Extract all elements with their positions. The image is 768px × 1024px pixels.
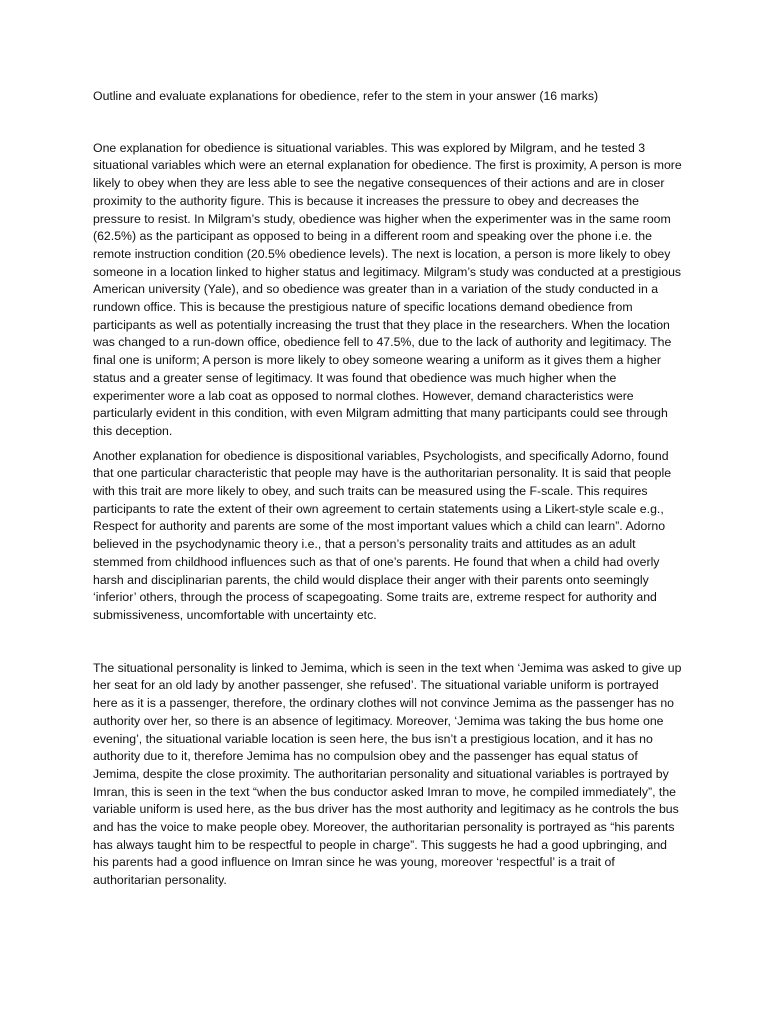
- document-page: [93, 88, 683, 897]
- paragraph-spacer: [93, 632, 683, 660]
- question-heading: Outline and evaluate explanations for obedience, refer to the stem in your answer (16 marks): [93, 89, 599, 103]
- paragraph-dispositional-variables: Another explanation for obedience is dispositional variables, Psychologists, and specifically Adorno, found that one particular characteristic that people may have is the authoritarian personality. It is said that people with this trait are more likely to obey, and such traits can be measured using the F-scale. This requires participants to rate the extent of their own agreement to certain statements using a Likert-style scale e.g., Respect for authority and parents are some of the most important values which a child can learn”. Adorno believed in the psychodynamic theory i.e., that a person’s personality traits and attitudes as an adult stemmed from childhood influences such as that of one’s parents. He found that when a child had overly harsh and disciplinarian parents, the child would displace their anger with their parents onto seemingly ‘inferior’ others, through the process of scapegoating. Some traits are, extreme respect for authority and submissiveness, uncomfortable with uncertainty etc.: [93, 448, 672, 622]
- paragraph-situational-variables: One explanation for obedience is situational variables. This was explored by Milgram, and he tested 3 situational variables which were an eternal explanation for obedience. The first is proximity, A person is more likely to obey when they are less able to see the negative consequences of their actions and are in closer proximity to the authority figure. This is because it increases the pressure to obey and decreases the pressure to resist. In Milgram’s study, obedience was higher when the experimenter was in the same room (62.5%) as the participant as opposed to being in a different room and speaking over the phone i.e. the remote instruction condition (20.5% obedience levels). The next is location, a person is more likely to obey someone in a location linked to higher status and legitimacy. Milgram’s study was conducted at a prestigious American university (Yale), and so obedience was greater than in a variation of the study conducted in a rundown office. This is because the prestigious nature of specific locations demand obedience from participants as well as potentially increasing the trust that they place in the researchers. When the location was changed to a run-down office, obedience fell to 47.5%, due to the lack of authority and legitimacy. The final one is uniform; A person is more likely to obey someone wearing a uniform as it gives them a higher status and a greater sense of legitimacy. It was found that obedience was much higher when the experimenter wore a lab coat as opposed to normal clothes. However, demand characteristics were particularly evident in this condition, with even Milgram admitting that many participants could see through this deception.: [93, 140, 682, 438]
- paragraph-stem-application: The situational personality is linked to Jemima, which is seen in the text when ‘Jemima was asked to give up her seat for an old lady by another passenger, she refused’. The situational variable uniform is portrayed here as it is a passenger, therefore, the ordinary clothes will not convince Jemima as the passenger has no authority over her, so there is an absence of legitimacy. Moreover, ‘Jemima was taking the bus home one evening’, the situational variable location is seen here, the bus isn’t a prestigious location, and it has no authority due to it, therefore Jemima has no compulsion obey and the passenger has equal status of Jemima, despite the close proximity. The authoritarian personality and situational variables is portrayed by Imran, this is seen in the text “when the bus conductor asked Imran to move, he compiled immediately”, the variable uniform is used here, as the bus driver has the most authority and legitimacy as he controls the bus and has the voice to make people obey. Moreover, the authoritarian personality is portrayed as “his parents has always taught him to be respectful to people in charge”. This suggests he had a good upbringing, and his parents had a good influence on Imran since he was young, moreover ‘respectful’ is a trait of authoritarian personality.: [93, 660, 682, 888]
